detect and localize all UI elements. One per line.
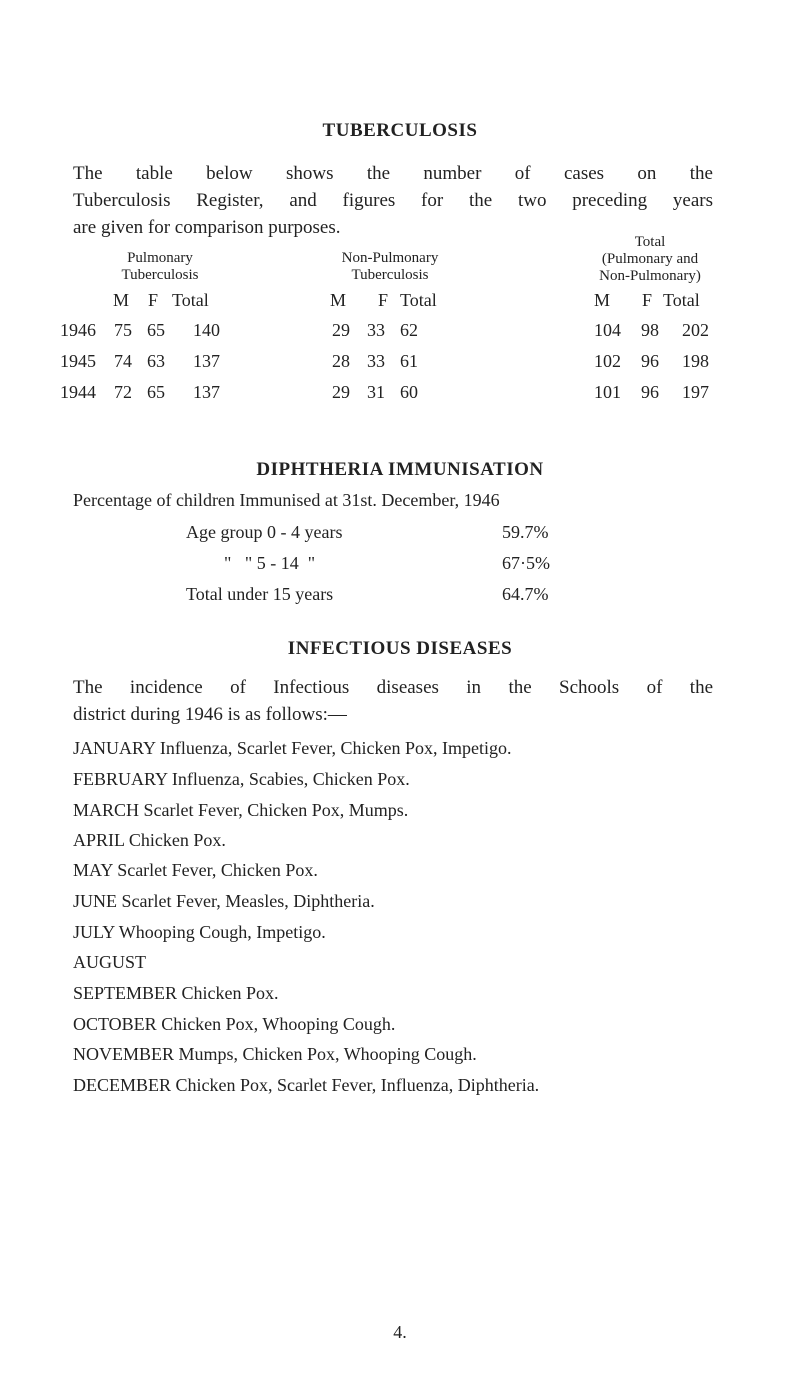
header-line: Tuberculosis xyxy=(121,267,199,283)
value-cell: 74 xyxy=(114,351,132,371)
col-label-f: F xyxy=(642,290,653,310)
month-entry xyxy=(73,800,408,821)
immunisation-value: 59.7% xyxy=(502,522,549,542)
col-label-m: M xyxy=(113,290,130,310)
diphtheria-heading: DIPHTHERIA IMMUNISATION xyxy=(256,459,544,480)
col-label-total: Total xyxy=(400,290,437,310)
month-entry xyxy=(73,922,326,943)
month-diseases: Influenza, Scabies, Chicken Pox. xyxy=(171,769,410,789)
immunisation-label: Total under 15 years xyxy=(186,584,334,604)
value-cell: 202 xyxy=(682,320,709,340)
month-name: MARCH xyxy=(73,800,140,820)
tuberculosis-heading: TUBERCULOSIS xyxy=(322,120,478,141)
immunisation-row xyxy=(186,584,586,608)
infectious-intro xyxy=(73,674,713,728)
intro-line: The table below shows the number of cases on the xyxy=(73,163,713,184)
diphtheria-subtitle: Percentage of children Immunised at 31st. December, 1946 xyxy=(73,490,500,510)
immunisation-row xyxy=(186,522,586,546)
value-cell: 198 xyxy=(682,351,709,371)
month-diseases: Chicken Pox. xyxy=(128,830,226,850)
month-diseases: Whooping Cough, Impetigo. xyxy=(118,922,326,942)
month-entry xyxy=(73,891,375,912)
value-cell: 140 xyxy=(193,320,220,340)
col-label-f: F xyxy=(148,290,159,310)
year-cell: 1944 xyxy=(60,382,96,402)
immunisation-row xyxy=(186,553,586,577)
total-header xyxy=(560,234,740,285)
immunisation-value: 67·5% xyxy=(502,553,550,573)
year-cell: 1945 xyxy=(60,351,96,371)
col-label-total: Total xyxy=(172,290,209,310)
month-diseases: Mumps, Chicken Pox, Whooping Cough. xyxy=(178,1044,477,1064)
col-label-m: M xyxy=(594,290,611,310)
month-entry xyxy=(73,860,318,881)
table-row xyxy=(0,382,800,406)
value-cell: 137 xyxy=(193,382,220,402)
header-line: Tuberculosis xyxy=(351,267,429,283)
intro-line: The incidence of Infectious diseases in the Schools of the xyxy=(73,677,713,698)
intro-line: Tuberculosis Register, and figures for the two preceding years xyxy=(73,190,713,211)
header-line: (Pulmonary and xyxy=(601,251,699,267)
non-pulmonary-header xyxy=(300,250,480,284)
value-cell: 33 xyxy=(367,320,385,340)
header-line: Pulmonary xyxy=(127,250,193,266)
month-entry xyxy=(73,769,410,790)
value-cell: 33 xyxy=(367,351,385,371)
month-name: SEPTEMBER xyxy=(73,983,178,1003)
table-row xyxy=(0,320,800,344)
month-diseases: Chicken Pox, Whooping Cough. xyxy=(161,1014,396,1034)
month-name: FEBRUARY xyxy=(73,769,168,789)
month-name: APRIL xyxy=(73,830,125,850)
month-entry xyxy=(73,1044,477,1065)
value-cell: 65 xyxy=(147,320,165,340)
value-cell: 62 xyxy=(400,320,418,340)
intro-line: district during 1946 is as follows:— xyxy=(73,704,347,725)
month-name: AUGUST xyxy=(73,952,147,972)
month-entry xyxy=(73,1075,539,1096)
month-name: MAY xyxy=(73,860,113,880)
immunisation-value: 64.7% xyxy=(502,584,549,604)
value-cell: 75 xyxy=(114,320,132,340)
month-entry xyxy=(73,830,226,851)
month-entry xyxy=(73,983,279,1004)
value-cell: 96 xyxy=(641,351,659,371)
month-name: OCTOBER xyxy=(73,1014,157,1034)
col-label-f: F xyxy=(378,290,389,310)
value-cell: 137 xyxy=(193,351,220,371)
value-cell: 197 xyxy=(682,382,709,402)
month-name: DECEMBER xyxy=(73,1075,172,1095)
header-line: Non-Pulmonary xyxy=(341,250,439,266)
month-entry xyxy=(73,738,512,759)
month-entry xyxy=(73,952,146,973)
month-name: JANUARY xyxy=(73,738,156,758)
pulmonary-header xyxy=(90,250,230,284)
value-cell: 61 xyxy=(400,351,418,371)
month-entry xyxy=(73,1014,395,1035)
value-cell: 72 xyxy=(114,382,132,402)
tuberculosis-intro xyxy=(73,160,713,241)
value-cell: 101 xyxy=(594,382,621,402)
table-row xyxy=(0,351,800,375)
month-diseases: Chicken Pox, Scarlet Fever, Influenza, Diphtheria. xyxy=(175,1075,540,1095)
header-line: Non-Pulmonary) xyxy=(599,268,701,284)
value-cell: 63 xyxy=(147,351,165,371)
column-labels-row xyxy=(0,290,800,314)
month-diseases: Scarlet Fever, Chicken Pox. xyxy=(117,860,318,880)
value-cell: 96 xyxy=(641,382,659,402)
page-number: 4. xyxy=(393,1322,407,1342)
value-cell: 29 xyxy=(332,382,350,402)
col-label-total: Total xyxy=(663,290,700,310)
value-cell: 98 xyxy=(641,320,659,340)
value-cell: 31 xyxy=(367,382,385,402)
year-cell: 1946 xyxy=(60,320,96,340)
month-name: NOVEMBER xyxy=(73,1044,175,1064)
immunisation-label: Age group 0 - 4 years xyxy=(186,522,343,542)
value-cell: 60 xyxy=(400,382,418,402)
value-cell: 28 xyxy=(332,351,350,371)
month-diseases: Scarlet Fever, Chicken Pox, Mumps. xyxy=(143,800,409,820)
col-label-m: M xyxy=(330,290,347,310)
header-line: Total xyxy=(634,234,666,250)
month-name: JUNE xyxy=(73,891,117,911)
infectious-diseases-heading: INFECTIOUS DISEASES xyxy=(287,638,513,659)
value-cell: 104 xyxy=(594,320,621,340)
month-name: JULY xyxy=(73,922,115,942)
value-cell: 29 xyxy=(332,320,350,340)
month-diseases: Chicken Pox. xyxy=(181,983,279,1003)
intro-line: are given for comparison purposes. xyxy=(73,217,341,238)
month-diseases: Influenza, Scarlet Fever, Chicken Pox, Impetigo. xyxy=(159,738,512,758)
immunisation-label: " " 5 - 14 " xyxy=(224,553,316,573)
month-diseases: Scarlet Fever, Measles, Diphtheria. xyxy=(121,891,375,911)
value-cell: 102 xyxy=(594,351,621,371)
value-cell: 65 xyxy=(147,382,165,402)
